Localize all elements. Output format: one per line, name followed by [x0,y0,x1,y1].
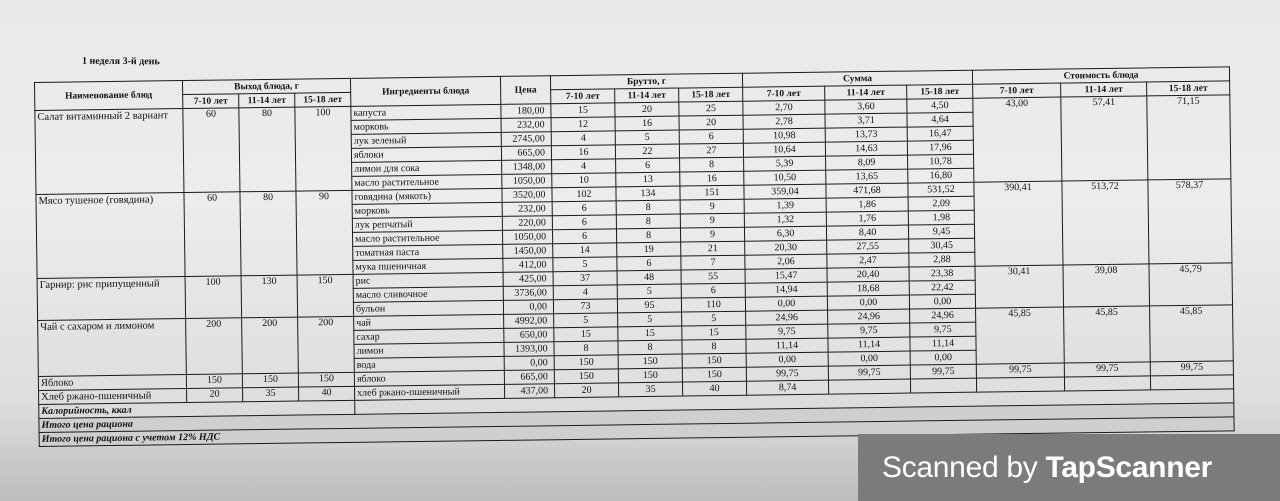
dish-yield: 200 [242,317,299,374]
dish-yield: 150 [242,373,298,388]
dish-yield: 100 [185,276,242,319]
brutto-value: 6 [616,158,680,173]
sum-value: 30,45 [909,238,975,253]
brutto-value: 40 [682,381,746,396]
dish-yield: 60 [183,108,240,193]
brutto-value: 16 [680,171,744,186]
watermark-prefix: Scanned by [882,451,1046,484]
dish-cost: 99,75 [1064,362,1150,377]
sum-value: 1,32 [744,212,826,227]
sum-value: 531,52 [908,182,974,197]
ingredient-name: лук репчатый [352,216,502,232]
dish-name: Чай с сахаром и лимоном [38,319,187,377]
sum-value: 0,00 [910,350,976,365]
ingredient-price: 412,00 [503,258,553,273]
dish-yield: 150 [186,374,242,389]
brutto-value: 37 [553,271,617,286]
sum-value: 1,39 [744,198,826,213]
sum-value: 5,39 [744,156,826,171]
ingredient-name: масло растительное [352,230,502,246]
brutto-value: 8 [616,228,680,243]
sum-value: 2,78 [743,114,825,129]
brutto-value: 20 [679,115,743,130]
header-age: 15-18 лет [295,92,351,107]
brutto-value: 55 [681,269,745,284]
brutto-value: 6 [552,215,616,230]
ingredient-price: 4992,00 [504,314,554,329]
dish-yield: 200 [298,316,355,373]
dish-yield: 90 [296,190,353,275]
header-cost: Стоимость блюда [972,67,1229,84]
ingredient-price: 232,00 [501,118,551,133]
ingredient-name: томатная паста [353,244,503,260]
brutto-value: 6 [617,256,681,271]
ingredient-name: лук зеленый [351,132,501,148]
sum-value: 0,00 [827,295,909,310]
header-brutto: Брутто, г [550,73,742,90]
sum-value: 0,00 [828,351,910,366]
brutto-value: 9 [680,227,744,242]
sum-value: 11,14 [910,336,976,351]
dish-cost [1064,376,1150,391]
sum-value: 2,06 [745,254,827,269]
sum-value: 16,47 [907,126,973,141]
ingredient-price: 2745,00 [501,132,551,147]
brutto-value: 13 [616,172,680,187]
sum-value: 3,60 [825,99,907,114]
brutto-value: 95 [617,298,681,313]
sum-value: 9,75 [910,322,976,337]
ingredient-price: 437,00 [504,384,554,399]
header-age: 7-10 лет [743,86,825,101]
sum-value: 2,09 [908,196,974,211]
ingredient-name: чай [354,314,504,330]
brutto-value: 48 [617,270,681,285]
sum-value: 24,96 [746,310,828,325]
dish-name: Мясо тушеное (говядина) [36,193,185,279]
sum-value [828,379,910,394]
brutto-value: 5 [617,284,681,299]
brutto-value: 15 [618,326,682,341]
brutto-value: 14 [553,243,617,258]
brutto-value: 6 [681,283,745,298]
sum-value: 8,74 [746,380,828,395]
brutto-value: 4 [551,131,615,146]
dish-yield: 150 [297,274,354,317]
header-age: 15-18 лет [1147,81,1230,96]
sum-value: 9,75 [746,324,828,339]
dish-yield: 130 [241,275,298,318]
sum-value: 13,73 [825,127,907,142]
dish-cost: 45,85 [1150,305,1234,362]
header-ingredients: Ингредиенты блюда [350,76,500,106]
menu-cost-table [34,66,1235,447]
sum-value: 27,55 [827,239,909,254]
sum-value: 4,50 [907,98,973,113]
sum-value: 359,04 [744,184,826,199]
dish-name: Яблоко [38,375,186,391]
ingredient-price: 232,00 [502,202,552,217]
sum-value [910,378,976,393]
ingredient-price: 1450,00 [503,244,553,259]
brutto-value: 8 [618,340,682,355]
header-price: Цена [500,76,550,105]
header-age: 15-18 лет [679,87,743,102]
brutto-value: 4 [553,285,617,300]
header-age: 11-14 лет [615,88,679,103]
brutto-value: 12 [551,117,615,132]
sum-value: 10,98 [743,128,825,143]
brutto-value: 5 [554,313,618,328]
ingredient-price: 1348,00 [502,160,552,175]
header-age: 11-14 лет [239,93,295,108]
sum-value: 11,14 [828,337,910,352]
sum-value: 2,47 [827,253,909,268]
total-label: Итого цена рациона [39,403,1234,433]
ingredient-name: лимон [354,342,504,358]
sum-value: 10,78 [908,154,974,169]
sum-value: 2,70 [743,100,825,115]
sum-value: 8,09 [826,155,908,170]
sum-value: 0,00 [745,296,827,311]
brutto-value: 4 [552,159,616,174]
brutto-value: 8 [682,339,746,354]
ingredient-price: 1393,00 [504,342,554,357]
ingredient-price: 1050,00 [502,174,552,189]
brutto-value: 35 [618,382,682,397]
ingredient-price: 3520,00 [502,188,552,203]
ingredient-name: яблоко [354,370,504,386]
brutto-value: 150 [682,353,746,368]
ingredient-price: 425,00 [503,272,553,287]
brutto-value: 8 [680,157,744,172]
dish-cost: 45,85 [1064,306,1151,363]
brutto-value: 8 [554,341,618,356]
sum-value: 6,30 [744,226,826,241]
sum-value: 24,96 [828,309,910,324]
brutto-value: 15 [554,327,618,342]
dish-yield: 100 [295,106,352,191]
dish-cost: 390,41 [974,181,1063,266]
ingredient-price: 665,00 [501,146,551,161]
page-heading: 1 неделя 3-й день [81,55,160,68]
header-age: 15-18 лет [907,84,973,99]
ingredient-price: 3736,00 [503,286,553,301]
sum-value: 99,75 [828,365,910,380]
brutto-value: 134 [616,186,680,201]
brutto-value: 5 [615,130,679,145]
dish-cost: 43,00 [973,97,1062,182]
brutto-value: 6 [552,229,616,244]
dish-cost: 578,37 [1148,179,1232,264]
ingredient-price: 650,00 [504,328,554,343]
sum-value: 1,76 [826,211,908,226]
brutto-value: 10 [552,173,616,188]
dish-yield: 35 [243,387,299,402]
dish-yield: 40 [299,386,355,401]
ingredient-name: морковь [351,118,501,134]
sum-value: 99,75 [910,364,976,379]
header-yield: Выход блюда, г [182,78,350,94]
dish-cost: 45,85 [976,307,1065,364]
brutto-value: 15 [682,325,746,340]
dish-cost: 71,15 [1147,95,1231,180]
kcal-label: Калорийность, ккал [39,400,355,418]
sum-value: 13,65 [826,169,908,184]
brutto-value: 151 [680,185,744,200]
ingredient-price: 220,00 [502,216,552,231]
sum-value: 1,86 [826,197,908,212]
menu-table-body [35,95,1234,405]
total-vat-label: Итого цена рациона с учетом 12% НДС [39,417,1234,447]
brutto-value: 5 [618,312,682,327]
ingredient-name: лимон для сока [352,160,502,176]
header-age: 11-14 лет [1061,82,1147,97]
sum-value: 471,68 [826,183,908,198]
sum-value: 22,42 [909,280,975,295]
brutto-value: 16 [551,145,615,160]
ingredient-price: 0,00 [503,300,553,315]
brutto-value: 15 [551,103,615,118]
dish-cost: 30,41 [975,265,1064,308]
sum-value: 24,96 [910,308,976,323]
sum-value: 18,68 [827,281,909,296]
brutto-value: 8 [616,214,680,229]
sum-value: 9,75 [828,323,910,338]
ingredient-name: капуста [351,104,501,120]
dish-yield: 60 [184,192,241,277]
sum-value: 3,71 [825,113,907,128]
sum-value: 11,14 [746,338,828,353]
brutto-value: 6 [552,201,616,216]
ingredient-name: сахар [354,328,504,344]
brutto-value: 150 [554,369,618,384]
brutto-value: 8 [616,200,680,215]
ingredient-name: говядина (мякоть) [352,188,502,204]
brutto-value: 21 [681,241,745,256]
brutto-value: 19 [617,242,681,257]
brutto-value: 20 [615,102,679,117]
sum-value: 14,63 [825,141,907,156]
header-age: 7-10 лет [183,94,239,109]
ingredient-name: масло сливочное [353,286,503,302]
dish-name: Салат витаминный 2 вариант [35,109,184,195]
sum-value: 4,64 [907,112,973,127]
ingredient-name: мука пшеничная [353,258,503,274]
ingredient-name: морковь [352,202,502,218]
brutto-value: 150 [618,354,682,369]
brutto-value: 102 [552,187,616,202]
sum-value: 14,94 [745,282,827,297]
sum-value: 0,00 [909,294,975,309]
dish-name: Гарнир: рис припущенный [37,277,186,321]
sum-value: 10,64 [743,142,825,157]
brutto-value: 25 [679,101,743,116]
brutto-value: 22 [615,144,679,159]
header-dish-name: Наименование блюд [35,81,183,111]
sum-value: 9,45 [908,224,974,239]
ingredient-name: рис [353,272,503,288]
sum-value: 20,40 [827,267,909,282]
dish-yield: 80 [239,107,296,192]
sum-value: 15,47 [745,268,827,283]
dish-cost [1150,375,1233,390]
sum-value: 23,38 [909,266,975,281]
dish-cost: 99,75 [976,363,1064,378]
dish-cost: 57,41 [1061,96,1148,181]
sum-value: 2,88 [909,252,975,267]
ingredient-price: 1050,00 [502,230,552,245]
sum-value: 17,96 [907,140,973,155]
sum-value: 99,75 [746,366,828,381]
brutto-value: 150 [554,355,618,370]
ingredient-name: бульон [353,300,503,316]
dish-name: Хлеб ржано-пшеничный [39,389,187,405]
header-age: 7-10 лет [551,89,615,104]
watermark-brand: TapScanner [1045,451,1212,484]
sum-value: 1,98 [908,210,974,225]
ingredient-name: яблоки [351,146,501,162]
dish-yield: 80 [240,191,297,276]
brutto-value: 150 [618,368,682,383]
ingredient-price: 665,00 [504,370,554,385]
dish-cost: 45,79 [1149,263,1233,306]
scanner-watermark [858,434,1280,501]
brutto-value: 9 [680,213,744,228]
ingredient-price: 180,00 [501,104,551,119]
dish-yield: 150 [298,372,354,387]
brutto-value: 5 [682,311,746,326]
sum-value: 10,50 [744,170,826,185]
dish-cost: 513,72 [1062,180,1149,265]
brutto-value: 27 [679,143,743,158]
dish-cost: 39,08 [1063,264,1150,307]
brutto-value: 7 [681,255,745,270]
ingredient-name: масло растительное [352,174,502,190]
brutto-value: 9 [680,199,744,214]
brutto-value: 16 [615,116,679,131]
ingredient-name: вода [354,356,504,372]
brutto-value: 73 [553,299,617,314]
brutto-value: 150 [682,367,746,382]
sum-value: 8,40 [826,225,908,240]
ingredient-price: 0,00 [504,356,554,371]
brutto-value: 5 [553,257,617,272]
brutto-value: 6 [679,129,743,144]
header-age: 7-10 лет [973,83,1061,98]
sum-value: 0,00 [746,352,828,367]
sum-value: 16,80 [908,168,974,183]
brutto-value: 20 [554,383,618,398]
dish-yield: 20 [187,388,243,403]
header-age: 11-14 лет [825,85,907,100]
dish-yield: 200 [186,318,243,375]
dish-cost: 99,75 [1150,361,1233,376]
ingredient-name: хлеб ржано-пшеничный [355,384,505,400]
brutto-value: 110 [681,297,745,312]
sum-value: 20,30 [745,240,827,255]
menu-sheet [34,66,1235,447]
header-sum: Сумма [742,70,972,87]
dish-cost [976,377,1064,392]
